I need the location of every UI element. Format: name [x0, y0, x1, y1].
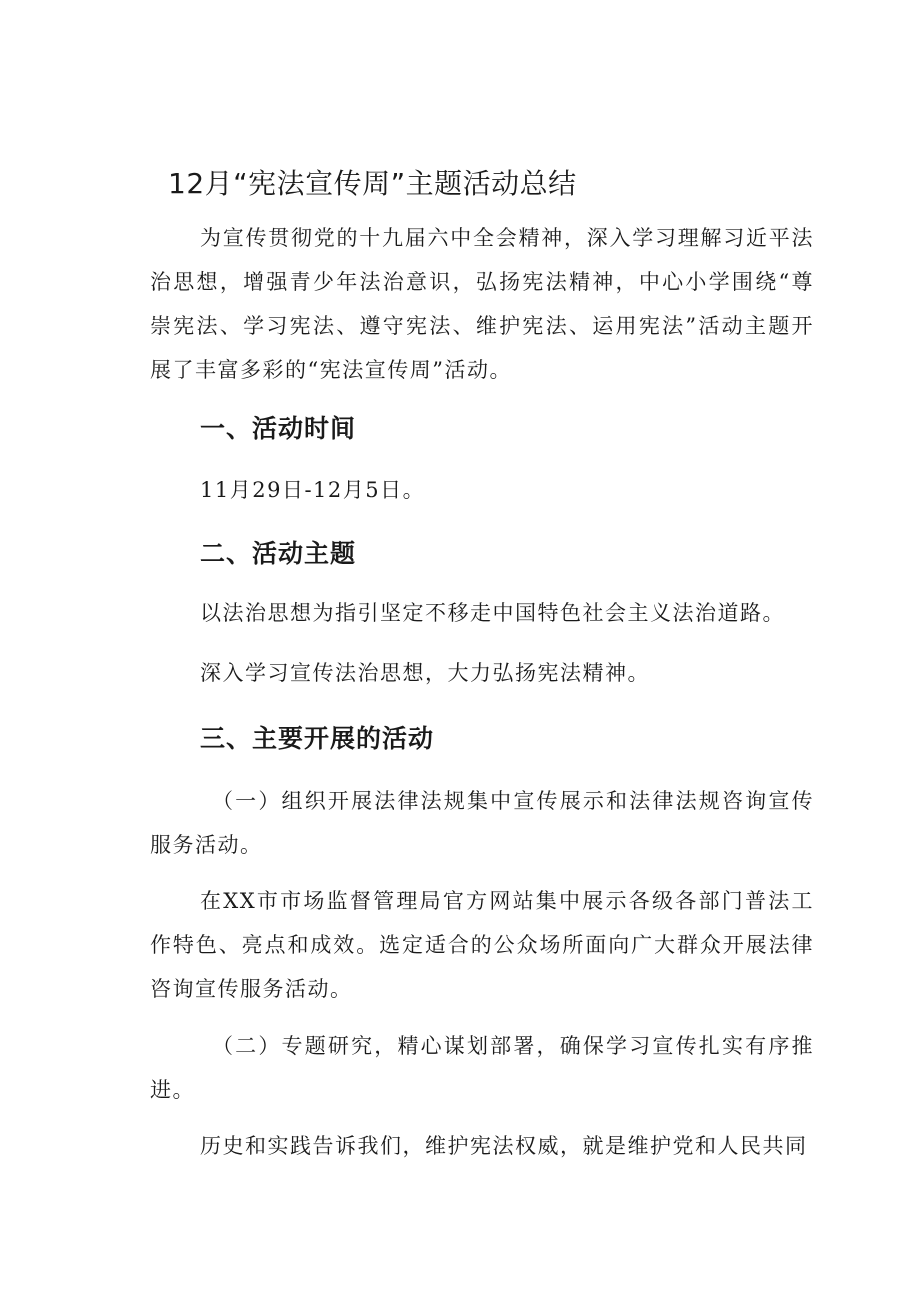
- activity-subheading-1: （一）组织开展法律法规集中宣传展示和法律法规咨询宣传服务活动。: [150, 789, 814, 857]
- intro-paragraph: 为宣传贯彻党的十九届六中全会精神，深入学习理解习近平法治思想，增强青少年法治意识，弘扬宪法精神，中心小学围绕“尊崇宪法、学习宪法、遵守宪法、维护宪法、运用宪法”活动主题开展了丰富多彩的“宪法宣传周”活动。: [150, 226, 814, 382]
- activity-time-text: 11月29日-12月5日。: [200, 478, 426, 502]
- activity-paragraph-2: 历史和实践告诉我们，维护宪法权威，就是维护党和人民共同: [200, 1134, 808, 1158]
- section-heading-theme: 二、活动主题: [200, 539, 357, 568]
- section-heading-time: 一、活动时间: [200, 414, 357, 443]
- activity-paragraph-1: 在XX市市场监督管理局官方网站集中展示各级各部门普法工作特色、亮点和成效。选定适合的公众场所面向广大群众开展法律咨询宣传服务活动。: [150, 889, 814, 1001]
- section-heading-activities: 三、主要开展的活动: [200, 724, 435, 753]
- theme-line-1: 以法治思想为指引坚定不移走中国特色社会主义法治道路。: [200, 601, 785, 625]
- activity-subheading-2: （二）专题研究，精心谋划部署，确保学习宣传扎实有序推进。: [150, 1034, 814, 1102]
- theme-line-2: 深入学习宣传法治思想，大力弘扬宪法精神。: [200, 661, 650, 685]
- document-title: 12月“宪法宣传周”主题活动总结: [168, 167, 577, 200]
